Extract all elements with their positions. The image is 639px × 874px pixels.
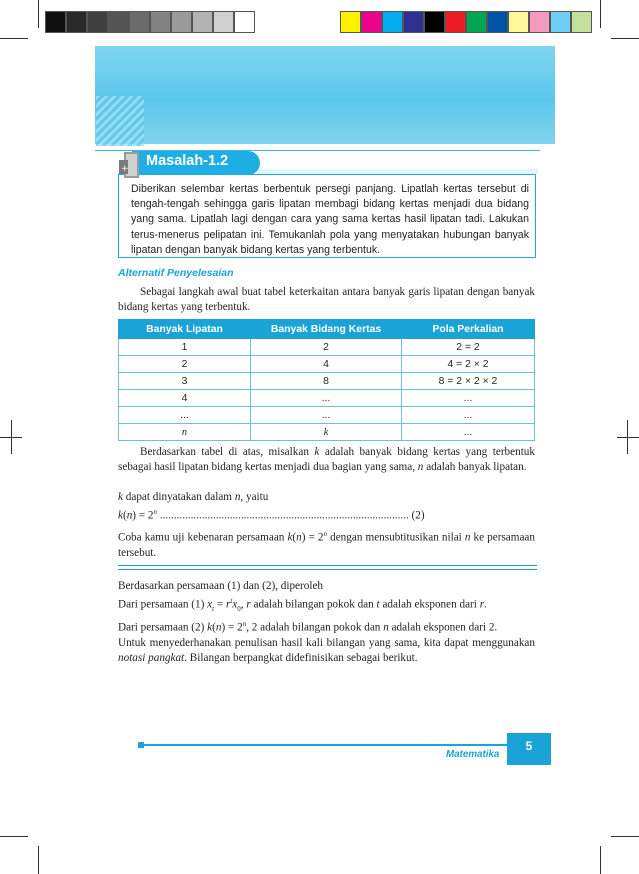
text-run: ) = 2 bbox=[132, 509, 154, 522]
color-swatch bbox=[550, 11, 571, 33]
color-swatch bbox=[445, 11, 466, 33]
text-run: dengan mensubtitusikan nilai bbox=[327, 531, 465, 544]
color-swatch bbox=[213, 11, 234, 33]
text-run: ( bbox=[122, 509, 127, 522]
table-row bbox=[119, 424, 535, 441]
color-swatch bbox=[529, 11, 550, 33]
table-row bbox=[119, 407, 535, 424]
crop-mark bbox=[611, 836, 639, 837]
registration-mark bbox=[0, 437, 22, 438]
text-line: Berdasarkan persamaan (1) dan (2), diperoleh bbox=[118, 580, 324, 592]
table-cell: ... bbox=[402, 407, 535, 424]
text-line bbox=[118, 636, 535, 666]
color-swatch bbox=[403, 11, 424, 33]
var-k: k bbox=[207, 621, 213, 634]
var-n: n bbox=[464, 531, 471, 544]
color-swatch bbox=[192, 11, 213, 33]
crop-mark bbox=[600, 846, 601, 874]
text-run: adalah banyak bidang kertas yang terbentuk sebagai hasil lipatan bidang kertas menjadi dua bagian yang sama, bbox=[118, 446, 535, 473]
alt-heading: Alternatif Penyelesaian bbox=[118, 267, 234, 279]
table-cell: 8 bbox=[251, 373, 402, 390]
color-swatch bbox=[150, 11, 171, 33]
footer-dot bbox=[138, 742, 144, 748]
subscript-t: t bbox=[212, 604, 215, 613]
color-swatch bbox=[66, 11, 87, 33]
paragraph-try bbox=[118, 527, 535, 561]
color-swatch bbox=[45, 11, 66, 33]
table-cell: 3 bbox=[119, 373, 251, 390]
text-run: . Bilangan berpangkat didefinisikan sebagai berikut. bbox=[184, 651, 418, 664]
table-cell: k bbox=[251, 424, 402, 441]
table-cell: 8 = 2 × 2 × 2 bbox=[402, 373, 535, 390]
crop-mark bbox=[0, 38, 28, 39]
var-n: n bbox=[215, 621, 222, 634]
exponent-n: n bbox=[242, 619, 247, 628]
var-k: k bbox=[314, 446, 320, 458]
color-swatch bbox=[487, 11, 508, 33]
table-cell: 2 bbox=[119, 356, 251, 373]
subscript-0: 0 bbox=[237, 604, 241, 613]
text-run: Coba kamu uji kebenaran persamaan bbox=[118, 531, 288, 544]
exponent-t: t bbox=[230, 597, 233, 605]
table-cell: 2 bbox=[251, 339, 402, 356]
text-run: adalah eksponen dari bbox=[379, 598, 480, 611]
table-cell: ... bbox=[402, 390, 535, 407]
crop-mark bbox=[611, 38, 639, 39]
color-swatch bbox=[361, 11, 382, 33]
var-x: x bbox=[207, 598, 213, 611]
text-run: . bbox=[484, 598, 487, 611]
exponent-n: n bbox=[153, 508, 158, 516]
text-run: Berdasarkan tabel di atas, misalkan bbox=[140, 446, 315, 458]
var-r: r bbox=[246, 598, 251, 611]
table-cell: 1 bbox=[119, 339, 251, 356]
header-band bbox=[95, 46, 555, 144]
intro-paragraph bbox=[118, 285, 535, 315]
var-k: k bbox=[118, 491, 123, 503]
text-run: ke persamaan tersebut. bbox=[118, 531, 535, 559]
text-run: adalah eksponen dari 2. bbox=[388, 621, 498, 634]
color-swatch bbox=[340, 11, 361, 33]
text-run: , 2 adalah bilangan pokok dan bbox=[246, 621, 384, 634]
problem-tag-tail bbox=[256, 169, 538, 174]
table-cell: ... bbox=[251, 390, 402, 407]
col-header: Banyak Bidang Kertas bbox=[251, 320, 402, 339]
table-cell: 4 bbox=[119, 390, 251, 407]
text-run: ( bbox=[292, 531, 297, 544]
table-header-row bbox=[119, 320, 535, 339]
table-cell: 4 bbox=[251, 356, 402, 373]
problem-label: Masalah-1.2 bbox=[146, 153, 229, 169]
svg-text:+: + bbox=[121, 164, 129, 174]
table-cell: ... bbox=[402, 424, 535, 441]
crop-mark bbox=[600, 0, 601, 28]
var-n: n bbox=[126, 509, 133, 522]
text-run: ) = 2 bbox=[301, 531, 324, 544]
table-cell: ... bbox=[251, 407, 402, 424]
table-row bbox=[119, 373, 535, 390]
header-stripes bbox=[96, 96, 144, 146]
equation-leader: ......................................................................................... (2) bbox=[157, 509, 425, 522]
color-swatch bbox=[129, 11, 150, 33]
color-swatch bbox=[466, 11, 487, 33]
color-swatch bbox=[382, 11, 403, 33]
crop-mark bbox=[38, 846, 39, 874]
color-swatch bbox=[87, 11, 108, 33]
color-swatch bbox=[108, 11, 129, 33]
color-swatch bbox=[508, 11, 529, 33]
problem-text: Diberikan selembar kertas berbentuk persegi panjang. Lipatlah kertas tersebut di tengah-tengah sehingga garis lipatan membagi bidang kertas menjadi dua bidang yang sama. Lipatlah lagi dengan cara yang sama kertas hasil lipatan tadi. Lakukan terus-menerus pelipatan ini. Temukanlah pola yang menyatakan hubungan banyak lipatan dengan banyak bidang kertas yang terbentuk. bbox=[131, 183, 529, 256]
text-run: adalah banyak lipatan. bbox=[423, 461, 527, 473]
col-header: Pola Perkalian bbox=[402, 320, 535, 339]
color-swatch bbox=[171, 11, 192, 33]
color-bar-left bbox=[45, 11, 255, 33]
var-n: n bbox=[296, 531, 302, 544]
fold-table bbox=[118, 319, 535, 441]
var-n: n bbox=[417, 461, 424, 473]
table-cell: n bbox=[119, 424, 251, 441]
text-run: dapat dinyatakan dalam bbox=[122, 491, 235, 503]
text-line bbox=[118, 594, 535, 617]
text-run: adalah bilangan pokok dan bbox=[250, 598, 377, 611]
var-n: n bbox=[383, 621, 389, 634]
text-line bbox=[118, 617, 535, 636]
text-run: Untuk menyederhanakan penulisan hasil kali bilangan yang sama, kita dapat menggunakan bbox=[118, 636, 535, 649]
crop-mark bbox=[38, 0, 39, 28]
page-number: 5 bbox=[525, 739, 533, 753]
crop-mark bbox=[0, 836, 28, 837]
col-header: Banyak Lipatan bbox=[119, 320, 251, 339]
puzzle-icon bbox=[119, 150, 144, 180]
table-cell: 4 = 2 × 2 bbox=[402, 356, 535, 373]
paragraph-k-definition bbox=[118, 445, 535, 475]
text-run: ) = 2 bbox=[221, 621, 243, 634]
var-r: r bbox=[225, 598, 231, 611]
intro-text: Sebagai langkah awal buat tabel keterkaitan antara banyak garis lipatan dengan banyak bidang kertas yang terbentuk. bbox=[118, 286, 535, 313]
table-cell: ... bbox=[119, 407, 251, 424]
paragraph-k-in-n bbox=[118, 490, 535, 505]
paragraph-derived bbox=[118, 579, 535, 666]
text-run: , yaitu bbox=[240, 491, 269, 503]
var-x: x bbox=[232, 598, 238, 611]
section-separator bbox=[118, 565, 537, 570]
text-run: Dari persamaan (2) bbox=[118, 621, 208, 634]
table-cell: 2 = 2 bbox=[402, 339, 535, 356]
text-run: Dari persamaan (1) bbox=[118, 598, 208, 611]
emphasis-text: notasi pangkat bbox=[118, 651, 185, 664]
color-swatch bbox=[571, 11, 592, 33]
exponent-n: n bbox=[323, 530, 328, 538]
footer-line bbox=[140, 744, 510, 746]
table-row bbox=[119, 339, 535, 356]
table-row bbox=[119, 356, 535, 373]
var-t: t bbox=[376, 598, 380, 611]
var-n: n bbox=[234, 491, 241, 503]
color-bar-right bbox=[340, 11, 592, 33]
text-run: = bbox=[214, 598, 226, 611]
equation-2 bbox=[118, 505, 535, 524]
color-swatch bbox=[234, 11, 255, 33]
var-k: k bbox=[118, 509, 123, 522]
footer-subject: Matematika bbox=[446, 749, 500, 760]
var-k: k bbox=[287, 531, 293, 544]
var-r: r bbox=[479, 598, 485, 611]
color-swatch bbox=[424, 11, 445, 33]
registration-mark bbox=[617, 437, 639, 438]
text-run: ( bbox=[212, 621, 216, 634]
table-row bbox=[119, 390, 535, 407]
text-run: , bbox=[240, 598, 247, 611]
